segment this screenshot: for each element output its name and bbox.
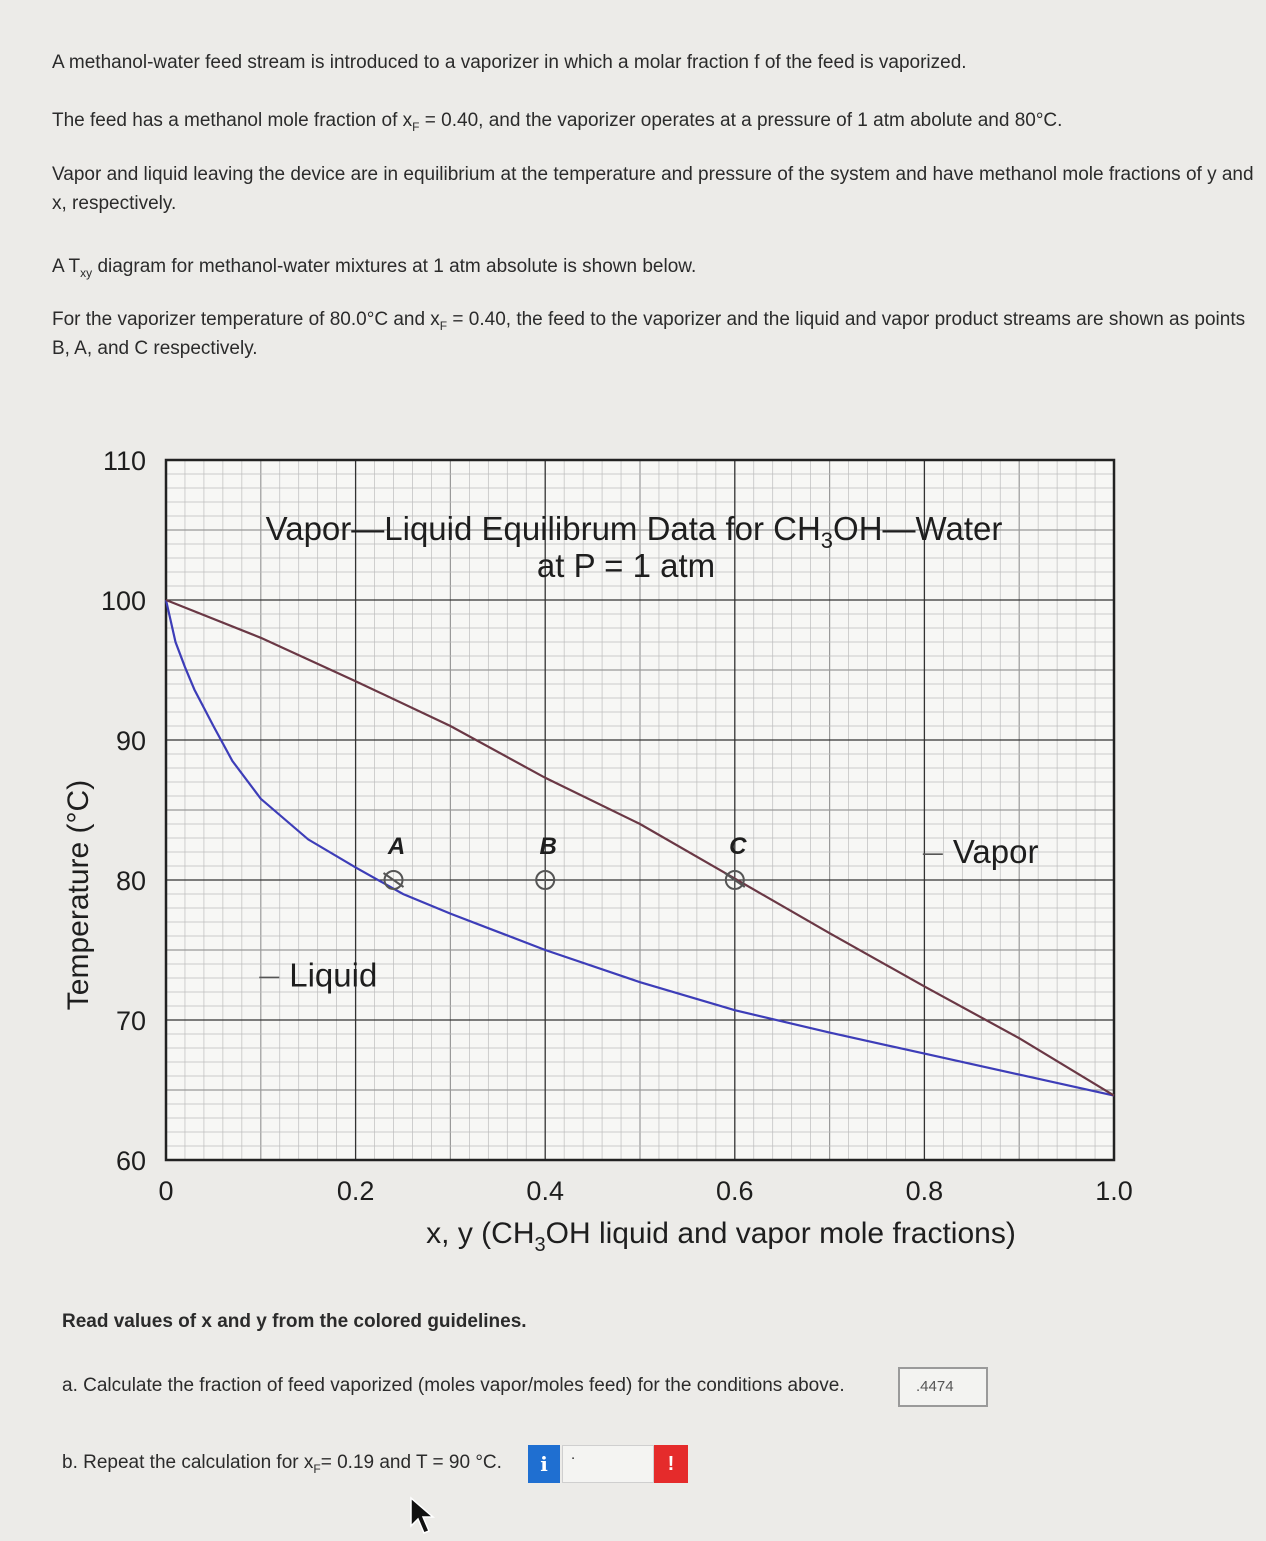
x-tick-label: 0 xyxy=(158,1176,174,1206)
x-tick-label: 1.0 xyxy=(1095,1176,1133,1206)
txy-chart xyxy=(40,440,1190,1270)
mouse-cursor-icon xyxy=(408,1496,440,1536)
problem-paragraph-4: A $T_{xy}$ diagram for methanol-water mixtures at 1 atm absolute is shown below. xyxy=(52,256,697,280)
problem-paragraph-2: The feed has a methanol mole fraction of $x_F = 0.40$, and the vaporizer operates at a pressure of 1 atm abolute and 80°C. xyxy=(52,110,1063,134)
y-tick-label: 90 xyxy=(115,726,146,756)
instruction-text: Read values of x and y from the colored guidelines. xyxy=(62,1311,527,1332)
annotation-vapor: Vapor xyxy=(952,833,1039,871)
x-tick-label: 0.2 xyxy=(336,1176,375,1206)
x-tick-label: 0.8 xyxy=(905,1176,944,1206)
x-tick-label: 0.4 xyxy=(526,1176,564,1206)
problem-paragraph-1: A methanol-water feed stream is introduced to a vaporizer in which a molar fraction f of the feed is vaporized. xyxy=(52,52,967,73)
point-a-label: A xyxy=(387,833,406,860)
problem-paragraph-3: Vapor and liquid leaving the device are in equilibrium at the temperature and pressure of the system and have methanol mole fractions of y and x, respectively. xyxy=(52,164,1254,214)
y-tick-label: 80 xyxy=(115,866,146,896)
info-icon[interactable]: i xyxy=(528,1445,560,1483)
answer-b-field[interactable]: . xyxy=(562,1445,654,1483)
y-tick-label: 70 xyxy=(115,1006,146,1036)
annotation-liquid: Liquid xyxy=(289,956,378,994)
y-tick-label: 110 xyxy=(102,446,146,476)
problem-paragraph-5: For the vaporizer temperature of 80.0°C and $x_F = 0.40$, the feed to the vaporizer and the liquid and vapor product streams are shown as points B, A, and C respectively. xyxy=(52,309,1246,359)
chart-subtitle: at P = 1 atm xyxy=(536,547,716,584)
y-axis-label: Temperature (°C) xyxy=(62,779,95,1011)
answer-a-field[interactable]: .4474 xyxy=(898,1367,988,1407)
point-b-label: B xyxy=(539,833,557,860)
question-a-label: a. Calculate the fraction of feed vaporized (moles vapor/moles feed) for the conditions above. xyxy=(62,1375,845,1396)
y-tick-label: 100 xyxy=(100,586,146,616)
y-tick-label: 60 xyxy=(115,1146,146,1176)
x-axis-label: x, y ($CH_3OH$ liquid and vapor mole fractions) xyxy=(426,1217,1016,1256)
x-tick-label: 0.6 xyxy=(716,1176,754,1206)
point-c-label: C xyxy=(729,833,747,860)
warning-icon[interactable]: ! xyxy=(654,1445,688,1483)
question-b-label: b. Repeat the calculation for $x_F= 0.19$ and T = 90 °C. xyxy=(62,1452,502,1476)
chart-title: Vapor—Liquid Equilibrum Data for $CH_3OH—Water$ xyxy=(265,510,1003,553)
